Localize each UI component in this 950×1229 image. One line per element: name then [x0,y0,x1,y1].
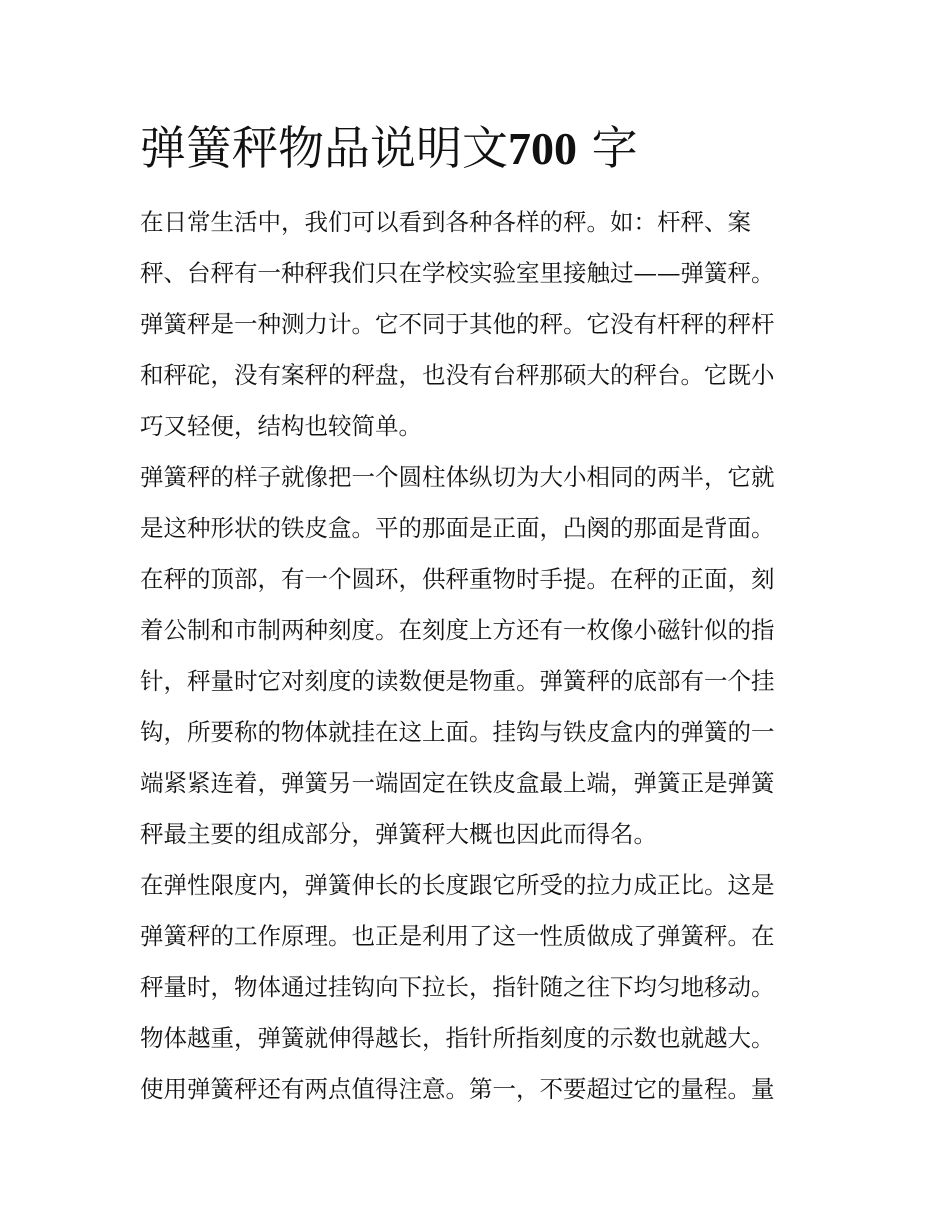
text-line: 弹簧秤是一种测力计。它不同于其他的秤。它没有杆秤的秤杆 [140,310,775,338]
page-title [140,118,638,179]
text-line: 秤最主要的组成部分，弹簧秤大概也因此而得名。 [140,820,657,848]
text-line: 秤量时，物体通过挂钩向下拉长，指针随之往下均匀地移动。 [140,973,775,1001]
text-line: 端紧紧连着，弹簧另一端固定在铁皮盒最上端，弹簧正是弹簧 [140,769,775,797]
title-text: 弹簧秤物品说明文 [140,121,508,175]
text-line: 使用弹簧秤还有两点值得注意。第一，不要超过它的量程。量 [140,1075,775,1103]
text-line: 钩，所要称的物体就挂在这上面。挂钩与铁皮盒内的弹簧的一 [140,718,775,746]
text-line: 弹簧秤的样子就像把一个圆柱体纵切为大小相同的两半，它就 [140,463,775,491]
title-number: 700 [508,123,577,174]
text-line: 和秤砣，没有案秤的秤盘，也没有台秤那硕大的秤台。它既小 [140,361,775,389]
text-line: 巧又轻便，结构也较简单。 [140,412,422,440]
text-line: 秤、台秤有一种秤我们只在学校实验室里接触过——弹簧秤。 [140,259,775,287]
text-line: 是这种形状的铁皮盒。平的那面是正面，凸阕的那面是背面。 [140,514,775,542]
text-line: 着公制和市制两种刻度。在刻度上方还有一枚像小磁针似的指 [140,616,775,644]
text-line: 在弹性限度内，弹簧伸长的长度跟它所受的拉力成正比。这是 [140,871,775,899]
text-line: 物体越重，弹簧就伸得越长，指针所指刻度的示数也就越大。 [140,1024,775,1052]
text-line: 弹簧秤的工作原理。也正是利用了这一性质做成了弹簧秤。在 [140,922,775,950]
text-line: 在日常生活中，我们可以看到各种各样的秤。如：杆秤、案 [140,208,751,236]
title-suffix: 字 [591,121,638,175]
text-line: 在秤的顶部，有一个圆环，供秤重物时手提。在秤的正面，刻 [140,565,775,593]
text-line: 针，秤量时它对刻度的读数便是物重。弹簧秤的底部有一个挂 [140,667,775,695]
article-body [140,197,820,1115]
